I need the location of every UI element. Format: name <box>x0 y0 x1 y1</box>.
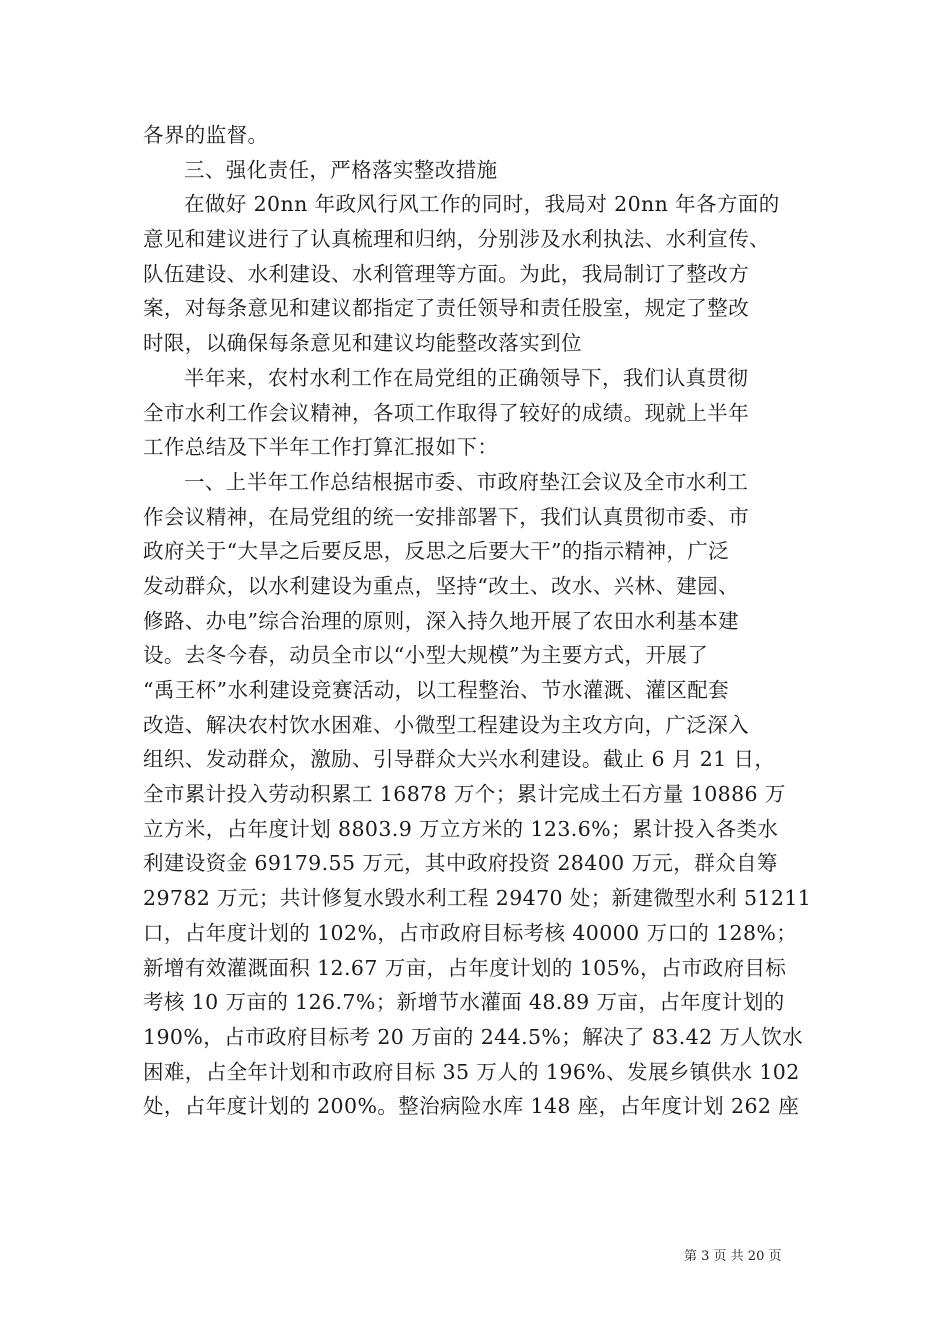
text-line: 处，占年度计划的 200%。整治病险水库 148 座，占年度计划 262 座 <box>143 1094 800 1119</box>
text-line: 29782 万元；共计修复水毁水利工程 29470 处；新建微型水利 51211 <box>143 886 812 911</box>
text-line: 队伍建设、水利建设、水利管理等方面。为此，我局制订了整改方 <box>143 261 750 286</box>
text-line: 全市水利工作会议精神，各项工作取得了较好的成绩。现就上半年 <box>143 400 750 425</box>
text-line: 考核 10 万亩的 126.7%；新增节水灌面 48.89 万亩，占年度计划的 <box>143 990 785 1015</box>
text-line: 改造、解决农村饮水困难、小微型工程建设为主攻方向，广泛深入 <box>143 712 750 737</box>
page-number-footer: 第 3 页 共 20 页 <box>684 1249 782 1264</box>
text-line: 修路、办电”综合治理的原则，深入持久地开展了农田水利基本建 <box>143 608 740 633</box>
text-line: 新增有效灌溉面积 12.67 万亩，占年度计划的 105%，占市政府目标 <box>143 955 787 980</box>
text-line: 案，对每条意见和建议都指定了责任领导和责任股室，规定了整改 <box>143 296 750 321</box>
text-line: “禹王杯”水利建设竞赛活动，以工程整治、节水灌溉、灌区配套 <box>143 678 730 702</box>
text-line: 全市累计投入劳动积累工 16878 万个；累计完成土石方量 10886 万 <box>143 782 786 807</box>
text-line: 作会议精神，在局党组的统一安排部署下，我们认真贯彻市委、市 <box>143 504 750 529</box>
text-line: 工作总结及下半年工作打算汇报如下： <box>143 435 499 460</box>
text-line: 190%，占市政府目标考 20 万亩的 244.5%；解决了 83.42 万人饮水 <box>143 1024 804 1049</box>
text-line: 口，占年度计划的 102%，占市政府目标考核 40000 万口的 128%； <box>143 920 798 945</box>
text-line: 一、上半年工作总结根据市委、市政府垫江会议及全市水利工 <box>184 469 749 494</box>
text-line: 立方米，占年度计划 8803.9 万立方米的 123.6%；累计投入各类水 <box>143 816 779 841</box>
text-line: 发动群众，以水利建设为重点，坚持“改土、改水、兴林、建园、 <box>143 573 740 598</box>
document-body <box>143 118 812 1124</box>
text-line: 在做好 20nn 年政风行风工作的同时，我局对 20nn 年各方面的 <box>184 192 780 217</box>
text-line: 困难，占全年计划和市政府目标 35 万人的 196%、发展乡镇供水 102 <box>143 1059 800 1084</box>
text-line: 设。去冬今春，动员全市以“小型大规模”为主要方式，开展了 <box>143 643 709 668</box>
text-line: 意见和建议进行了认真梳理和归纳，分别涉及水利执法、水利宣传、 <box>143 227 770 252</box>
text-line: 利建设资金 69179.55 万元，其中政府投资 28400 万元，群众自筹 <box>143 851 778 876</box>
text-line: 组织、发动群众，激励、引导群众大兴水利建设。截止 6 月 21 日， <box>143 747 776 772</box>
text-line: 半年来，农村水利工作在局党组的正确领导下，我们认真贯彻 <box>184 365 749 390</box>
text-line: 各界的监督。 <box>143 123 269 147</box>
section-heading: 三、强化责任，严格落实整改措施 <box>184 157 498 182</box>
text-line: 时限，以确保每条意见和建议均能整改落实到位 <box>143 331 582 356</box>
text-line: 政府关于“大旱之后要反思，反思之后要大干”的指示精神，广泛 <box>143 539 730 564</box>
